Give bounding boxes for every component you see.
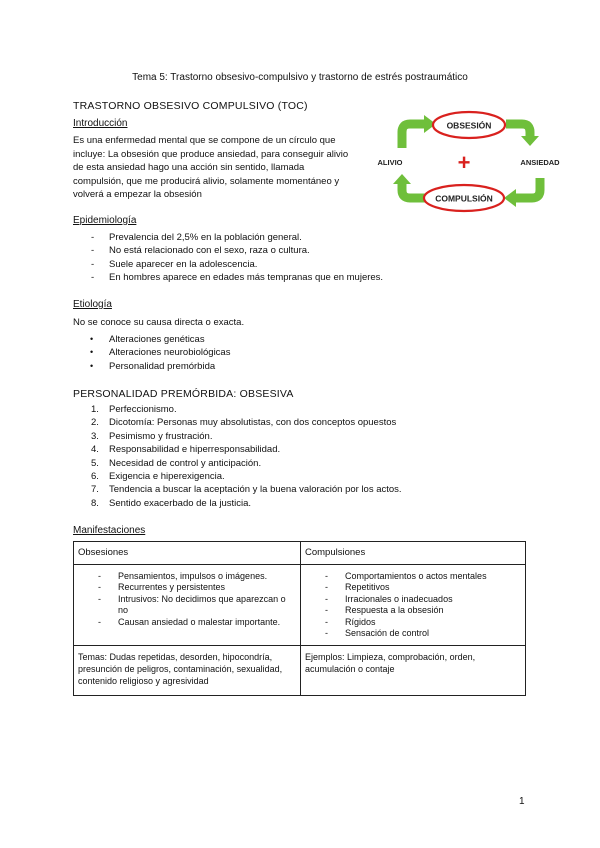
arrow-ansiedad-to-compulsion — [516, 178, 540, 198]
list-item: - Intrusivos: No decidimos que aparezcan o no — [78, 594, 290, 617]
list-item — [73, 497, 402, 510]
toc-cycle-diagram — [377, 108, 560, 213]
item-text: Perfeccionismo. — [109, 404, 177, 415]
item-number: 7. — [91, 484, 99, 496]
subheading-introduccion: Introducción — [73, 118, 128, 129]
arrow-obsesion-to-ansiedad — [506, 124, 530, 136]
list-item: - En hombres aparece en edades más tempranas que en mujeres. — [73, 271, 383, 284]
list-item: - No está relacionado con el sexo, raza o cultura. — [73, 244, 383, 257]
list-item: - Sensación de control — [305, 628, 521, 639]
table-row — [74, 565, 526, 646]
item-number: 5. — [91, 457, 99, 469]
arrowhead — [393, 174, 411, 184]
item-number: 3. — [91, 430, 99, 442]
item-number: 4. — [91, 444, 99, 456]
list-item: - Pensamientos, impulsos o imágenes. — [78, 571, 290, 582]
item-text: Dicotomía: Personas muy absolutistas, con dos conceptos opuestos — [109, 417, 397, 429]
list-item: • Alteraciones neurobiológicas — [73, 346, 230, 359]
compulsiones-list — [305, 571, 521, 639]
item-text: Responsabilidad e hiperresponsabilidad. — [109, 444, 281, 456]
alivio-label: ALIVIO — [377, 158, 403, 167]
list-item: - Irracionales o inadecuados — [305, 594, 521, 605]
list-item: - Recurrentes y persistentes — [78, 582, 290, 593]
list-item — [73, 403, 402, 416]
etiologia-list — [73, 333, 230, 373]
document-title: Tema 5: Trastorno obsesivo-compulsivo y trastorno de estrés postraumático — [132, 72, 468, 83]
item-number: 2. — [91, 417, 99, 429]
list-item — [73, 416, 402, 429]
section-heading-personalidad: PERSONALIDAD PREMÓRBIDA: OBSESIVA — [73, 388, 294, 400]
item-text: Tendencia a buscar la aceptación y la buena valoración por los actos. — [109, 484, 402, 496]
ansiedad-label: ANSIEDAD — [520, 158, 560, 167]
arrow-compulsion-to-alivio — [402, 184, 426, 198]
page-number: 1 — [519, 796, 525, 807]
ejemplos-cell — [301, 646, 526, 696]
obsesiones-list — [78, 571, 290, 628]
item-number: 1. — [91, 404, 99, 415]
epidemiologia-list — [73, 231, 383, 285]
section-heading-toc: TRASTORNO OBSESIVO COMPULSIVO (TOC) — [73, 100, 308, 112]
intro-paragraph — [73, 134, 371, 202]
table-header-obsesiones — [74, 542, 301, 565]
intro-line: de esta ansiedad hago una acción sin sentido, llamada — [73, 162, 305, 173]
list-item — [73, 457, 402, 470]
intro-line: incluye: La obsesión que produce ansiedad, para conseguir alivio — [73, 148, 349, 160]
obsesiones-cell — [74, 565, 301, 646]
manifestaciones-table — [73, 541, 526, 696]
header-text: Compulsiones — [305, 547, 366, 558]
item-text: Exigencia e hiperexigencia. — [109, 470, 225, 482]
header-text: Obsesiones — [78, 547, 129, 558]
temas-text: Temas: Dudas repetidas, desorden, hipocondría, presunción de peligros, contaminación, sexualidad, contenido religioso y agresividad — [78, 652, 283, 686]
etiologia-text: No se conoce su causa directa o exacta. — [73, 317, 245, 328]
item-number: 6. — [91, 470, 99, 482]
ejemplos-text: Ejemplos: Limpieza, comprobación, orden, acumulación o contaje — [305, 652, 476, 675]
subheading-epidemiologia: Epidemiología — [73, 215, 137, 226]
list-item: • Alteraciones genéticas — [73, 333, 230, 346]
temas-cell — [74, 646, 301, 696]
obsesion-label: OBSESIÓN — [446, 120, 492, 131]
list-item: - Prevalencia del 2,5% en la población general. — [73, 231, 383, 244]
personalidad-list — [73, 403, 402, 510]
arrowhead — [504, 189, 516, 207]
item-text: Pesimismo y frustración. — [109, 430, 213, 442]
list-item — [73, 443, 402, 456]
list-item — [73, 483, 402, 496]
intro-line: compulsión, que me producirá alivio, solamente momentáneo y — [73, 175, 340, 187]
item-text: Necesidad de control y anticipación. — [109, 457, 262, 469]
subheading-etiologia: Etiología — [73, 299, 112, 310]
compulsion-label: COMPULSIÓN — [435, 193, 493, 204]
compulsiones-cell — [301, 565, 526, 646]
table-row — [74, 542, 526, 565]
list-item — [73, 470, 402, 483]
table-row — [74, 646, 526, 696]
list-item: - Suele aparecer en la adolescencia. — [73, 258, 383, 271]
arrow-alivio-to-obsesion — [402, 124, 424, 148]
item-number: 8. — [91, 497, 99, 509]
subheading-manifestaciones: Manifestaciones — [73, 525, 146, 536]
plus-sign: + — [457, 150, 471, 175]
list-item: - Comportamientos o actos mentales — [305, 571, 521, 582]
list-item: - Causan ansiedad o malestar importante. — [78, 617, 290, 628]
intro-line: volverá a empezar la obsesión — [73, 189, 202, 200]
intro-line: Es una enfermedad mental que se compone de un círculo que — [73, 135, 336, 146]
item-text: Sentido exacerbado de la justicia. — [109, 497, 252, 509]
list-item: - Respuesta a la obsesión — [305, 605, 521, 616]
arrowhead — [521, 136, 539, 146]
list-item: - Rígidos — [305, 617, 521, 628]
table-header-compulsiones — [301, 542, 526, 565]
list-item: - Repetitivos — [305, 582, 521, 593]
list-item — [73, 430, 402, 443]
list-item: • Personalidad premórbida — [73, 360, 230, 373]
